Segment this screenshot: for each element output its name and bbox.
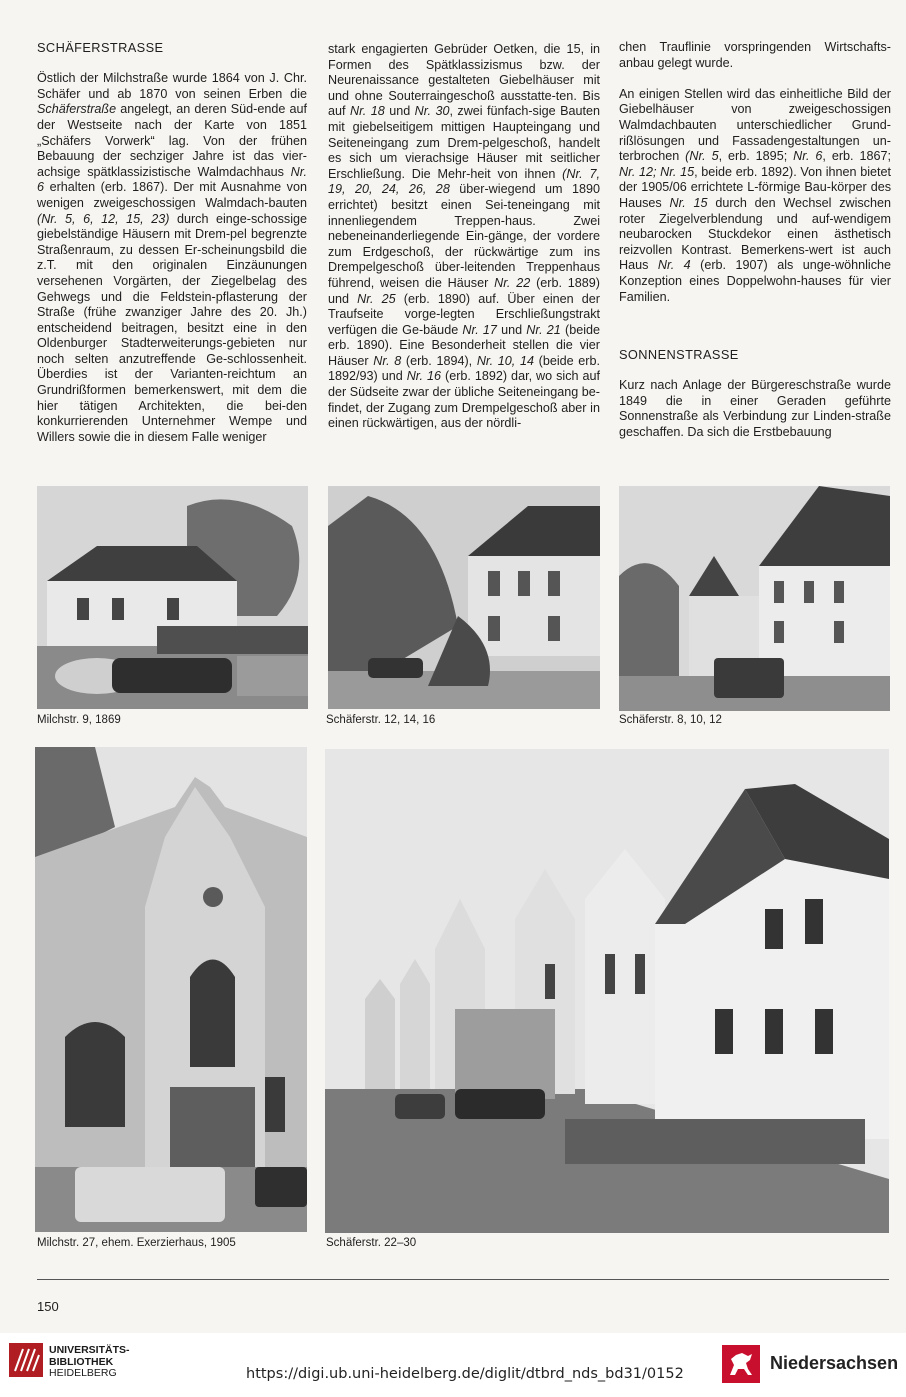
house-photo-icon — [328, 486, 600, 709]
caption-milchstr-27: Milchstr. 27, ehem. Exerzierhaus, 1905 — [37, 1237, 236, 1249]
university-library-name — [49, 1345, 130, 1380]
library-line-3: HEIDELBERG — [49, 1367, 117, 1379]
digital-copy-url[interactable]: https://digi.ub.uni-heidelberg.de/diglit/dtbrd_nds_bd31/0152 — [246, 1366, 684, 1382]
horse-emblem-icon — [722, 1345, 760, 1383]
street-photo-icon — [325, 749, 889, 1233]
photo-milchstr-27-exerzierhaus — [35, 747, 307, 1232]
photo-schaeferstr-8-10-12 — [619, 486, 890, 711]
photo-milchstr-9 — [37, 486, 308, 709]
footer-rule — [37, 1279, 889, 1280]
paragraph-walmdachbauten: An einigen Stellen wird das einheitliche Bild der Giebelhäuser von zweigeschossigen Walmdachbauten unterschiedlicher Grund-rißlösungen und Fassadengestaltungen un-terbrochen (Nr. 5, erb. 1895; Nr. 6, erb. 1867; Nr. 12; Nr. 15, beide erb. 1892). Von ihnen bietet der 1905/06 errichtete L-förmige Bau-körper des Hauses Nr. 15 durch den Wechsel zwischen roter Ziegelverblendung und auf-wendigem neubarocken Stuckdekor einen ästhetisch reizvollen Kontrast. Bemerkens-wert ist auch Haus Nr. 4 (erb. 1907) als unge-wöhnliche Konzeption eines Doppelwohn-hauses für vier Familien. — [619, 86, 892, 304]
digitization-footer — [0, 1333, 906, 1397]
building-photo-icon — [35, 747, 307, 1232]
niedersachsen-logo[interactable] — [722, 1345, 760, 1383]
page-number: 150 — [37, 1299, 59, 1314]
caption-schaeferstr-8-10-12: Schäferstr. 8, 10, 12 — [619, 714, 722, 726]
library-seal-icon — [9, 1343, 43, 1377]
university-library-logo[interactable] — [9, 1343, 43, 1377]
library-line-2: BIBLIOTHEK — [49, 1355, 114, 1368]
niedersachsen-name: Niedersachsen — [770, 1353, 899, 1373]
section-heading-sonnenstrasse: SONNENSTRASSE — [619, 347, 739, 363]
text-column-3 — [619, 40, 891, 456]
text-column-1 — [37, 40, 307, 461]
caption-schaeferstr-12-14-16: Schäferstr. 12, 14, 16 — [326, 714, 436, 726]
paragraph-sonnenstrasse-intro: Kurz nach Anlage der Bürgereschstraße wurde 1849 die in einer Geraden geführte Sonnenstraße als Verbindung zur Linden-straße geschaffen. Da sich die Erstbebauung — [619, 378, 891, 440]
paragraph-schaeferstrasse-end: chen Trauflinie vorspringenden Wirtschafts-anbau gelegt wurde. — [619, 40, 891, 70]
house-photo-icon — [37, 486, 308, 709]
library-line-1: UNIVERSITÄTS- — [49, 1344, 130, 1356]
paragraph-schaeferstrasse-intro: Östlich der Milchstraße wurde 1864 von J. Chr. Schäfer und ab 1870 von seinen Erben die Schäferstraße angelegt, an deren Süd-ende auf der Westseite nach der Karte von 1851 „Schäfers Vorwerk“ lag. Von der frühen Bebauung der sechziger Jahre ist das vier-achsige spätklassizistische Walmdachhaus Nr. 6 erhalten (erb. 1867). Der mit Ausnahme von wenigen zweigeschossigen Walmdach-bauten (Nr. 5, 6, 12, 15, 23) durch einge-schossige giebelständige Häusern mit Drem-pel begrenzte Straßenraum, zu dessen Er-scheinungsbild die z.T. mit den originalen Einzäunungen versehenen Vorgärten, der Ziegelbelag des Gehwegs und die Feldstein-pflasterung der Straße (frühe zwanziger Jahre des 20. Jh.) entscheidend beitragen, besitzt eine in den Oldenburger Stadterweiterungs-gebieten nur noch selten anzutreffende Ge-schlossenheit. Überdies ist der Varianten-reichtum an Grundrißformen bemerkenswert, mit dem die hier tätigen Architekten, die bei-den konkurrierenden Unternehmer Wempe und Willers sowie die in diesem Falle weniger — [37, 71, 308, 444]
paragraph-schaeferstrasse-continued: stark engagierten Gebrüder Oetken, die 15, in Formen des Spätklassizismus bzw. der Neurenaissance gestalteten Giebelhäuser mit und ohne Souterraingeschoß ausstatte-ten. Bis auf Nr. 18 und Nr. 30, zwei fünfach-sige Bauten mit giebelseitigem mittigen Haupteingang und Seiteneingang zum Drem-pelgeschoß, handelt es sich um vierachsige Häuser mit seitlicher Erschließung. Die Mehr-heit von ihnen (Nr. 7, 19, 20, 24, 26, 28 über-wiegend um 1890 errichtet) besitzt einen Sei-teneingang mit innenliegendem Treppen-haus. Zwei nebeneinanderliegende Ein-gänge, der vordere zum Erdgeschoß, der rückwärtige zum ins Drempelgeschoß über-leitenden Treppenhaus führend, weisen die Häuser Nr. 22 (erb. 1889) und Nr. 25 (erb. 1890) auf. Über einen der Traufseite vorge-legten Erschließungstrakt verfügen die Ge-bäude Nr. 17 und Nr. 21 (beide erb. 1890). Eine Besonderheit stellen die vier Häuser Nr. 8 (erb. 1894), Nr. 10, 14 (beide erb. 1892/93) und Nr. 16 (erb. 1892) dar, wo sich auf der Südseite zwar der übliche Seiteneingang be-findet, der Zugang zum Drempelgeschoß aber in einen rückwärtigen, aus der nördli- — [328, 42, 601, 431]
caption-milchstr-9: Milchstr. 9, 1869 — [37, 714, 121, 726]
house-photo-icon — [619, 486, 890, 711]
text-column-2 — [328, 42, 600, 447]
section-heading-schaeferstrasse: SCHÄFERSTRASSE — [37, 40, 164, 55]
caption-schaeferstr-22-30: Schäferstr. 22–30 — [326, 1237, 417, 1249]
photo-schaeferstr-12-14-16 — [328, 486, 600, 709]
photo-schaeferstr-22-30 — [325, 749, 889, 1233]
